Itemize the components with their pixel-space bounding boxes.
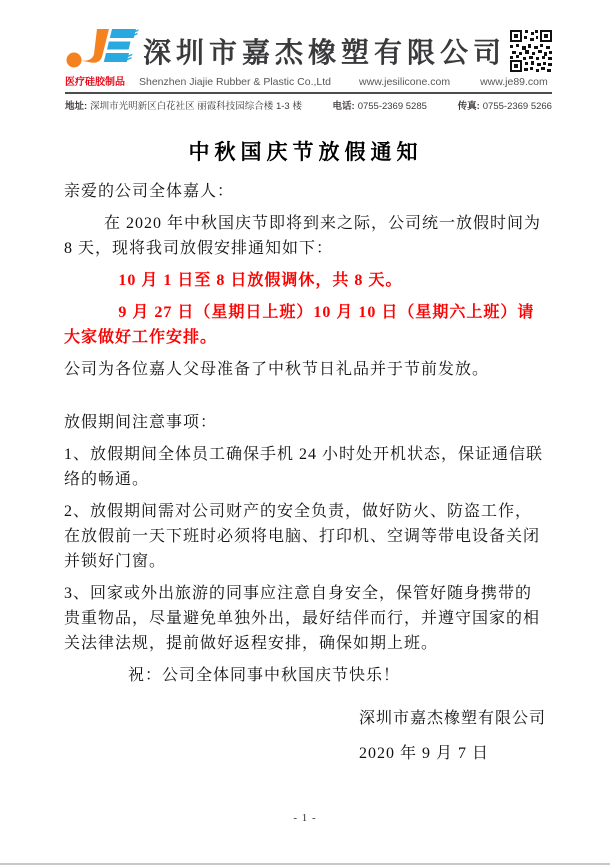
fax-value: 0755-2369 5266 — [482, 101, 552, 112]
note-item-3: 3、回家或外出旅游的同事应注意自身安全，保管好随身携带的贵重物品，尽量避免单独外出，最好结伴而行，并遵守国家的相关法律法规，提前做好返程安排，确保如期上班。 — [64, 585, 541, 652]
company-name-cn: 深圳市嘉杰橡塑有限公司 — [143, 37, 507, 68]
greeting-line: 亲爱的公司全体嘉人： — [64, 183, 235, 200]
notes-heading: 放假期间注意事项： — [64, 414, 218, 431]
company-name-en: Shenzhen Jiajie Rubber & Plastic Co.,Ltd — [139, 76, 332, 88]
holiday-dates-highlight: 10 月 1 日至 8 日放假调休，共 8 天。 — [118, 272, 403, 289]
website-url-1: www.jesilicone.com — [359, 76, 451, 88]
signature-date: 2020 年 9 月 7 日 — [359, 745, 490, 762]
signature-company: 深圳市嘉杰橡塑有限公司 — [359, 710, 547, 727]
page-number: - 1 - — [293, 812, 317, 824]
notice-body — [64, 96, 547, 766]
phone-label: 电话: — [332, 101, 355, 112]
note-item-2: 2、放假期间需对公司财产的安全负责，做好防火、防盗工作，在放假前一天下班时必须将电脑、打印机、空调等带电设备关闭并锁好门窗。 — [64, 503, 541, 570]
logo-tagline: 医疗硅胶制品 — [65, 77, 125, 88]
phone-value: 0755-2369 5285 — [357, 101, 427, 112]
notice-title: 中秋国庆节放假通知 — [188, 140, 423, 164]
signature-block — [359, 706, 547, 766]
fax-label: 传真: — [457, 101, 480, 112]
makeup-workdays-highlight: 9 月 27 日（星期日上班）10 月 10 日（星期六上班）请大家做好工作安排。 — [64, 304, 535, 346]
note-item-1: 1、放假期间全体员工确保手机 24 小时处开机状态，保证通信联络的畅通。 — [64, 446, 544, 488]
letterhead-divider — [65, 92, 552, 94]
qr-code-icon — [510, 30, 552, 72]
wish-line: 祝：公司全体同事中秋国庆节快乐！ — [128, 667, 401, 684]
address-value: 深圳市光明新区白花社区 丽霞科技园综合楼 1-3 楼 — [90, 101, 302, 112]
address-label: 地址: — [65, 101, 88, 112]
company-logo-icon — [65, 28, 139, 68]
website-url-2: www.je89.com — [480, 76, 548, 88]
gift-note-paragraph: 公司为各位嘉人父母准备了中秋节日礼品并于节前发放。 — [64, 361, 490, 378]
intro-paragraph: 在 2020 年中秋国庆节即将到来之际，公司统一放假时间为 8 天，现将我司放假安排通知如下： — [64, 215, 542, 257]
